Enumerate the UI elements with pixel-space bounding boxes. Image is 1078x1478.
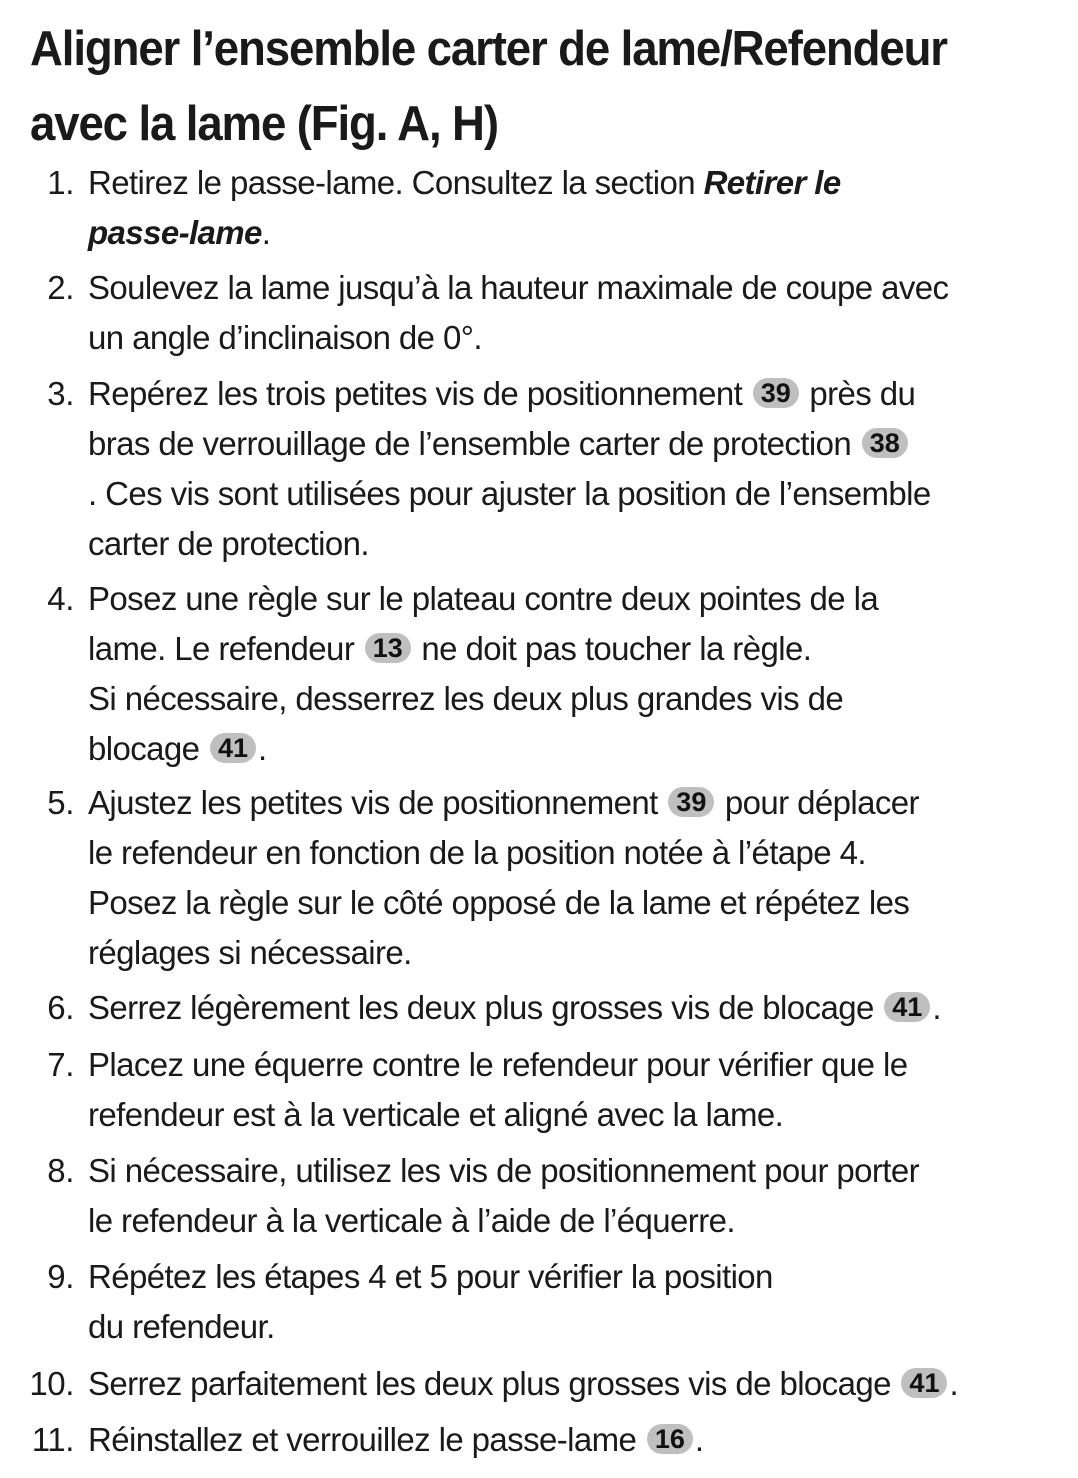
step-text-line	[88, 419, 1078, 469]
part-callout-badge: 16	[647, 1424, 693, 1454]
step-text-line	[88, 1146, 1078, 1196]
step-text-segment: .	[261, 214, 271, 251]
step-number: 2.	[47, 269, 74, 306]
step-text-line	[88, 983, 1078, 1033]
step-text-line	[88, 674, 1078, 724]
step-number: 5.	[47, 784, 74, 821]
step-text-line	[88, 1090, 1078, 1140]
step-text-line	[88, 1040, 1078, 1090]
step-text-line	[88, 1252, 1078, 1302]
step-text-segment: Répétez les étapes 4 et 5 pour vérifier la position	[88, 1258, 773, 1295]
step-text-line	[88, 208, 1078, 258]
step-number: 8.	[47, 1152, 74, 1189]
step-text-segment: Si nécessaire, utilisez les vis de positionnement pour porter	[88, 1152, 920, 1189]
step-text	[88, 369, 1078, 569]
step-text-segment: lame. Le refendeur	[88, 630, 363, 667]
step-text-segment: blocage	[88, 730, 208, 767]
section-reference: Retirer le	[703, 164, 841, 201]
step-text-line	[88, 469, 1078, 519]
step-text-line	[88, 1196, 1078, 1246]
step-text	[88, 1040, 1078, 1140]
step-text	[88, 1146, 1078, 1246]
step-text-line	[88, 1359, 1078, 1409]
step-number: 1.	[47, 164, 74, 201]
step-number: 3.	[47, 375, 74, 412]
step-text	[88, 983, 1078, 1033]
step-text-line	[88, 724, 1078, 774]
step-text-segment: Retirez le passe-lame. Consultez la section	[88, 164, 704, 201]
step-text-segment: refendeur est à la verticale et aligné avec la lame.	[88, 1096, 784, 1133]
part-callout-badge: 13	[365, 633, 411, 663]
step-text-segment: du refendeur.	[88, 1308, 275, 1345]
part-callout-badge: 38	[862, 428, 908, 458]
step-text-segment: ne doit pas toucher la règle.	[412, 630, 812, 667]
part-callout-badge: 41	[210, 733, 256, 763]
step-text-line	[88, 574, 1078, 624]
step-text-line	[88, 1302, 1078, 1352]
step-text-line	[88, 624, 1078, 674]
title-line-1: Aligner l’ensemble carter de lame/Refendeur	[30, 22, 947, 76]
step-text-segment: Réinstallez et verrouillez le passe-lame	[88, 1421, 645, 1458]
step-text	[88, 158, 1078, 258]
step-text-segment: .	[932, 989, 941, 1026]
step-text-segment: pour déplacer	[716, 784, 919, 821]
section-reference: passe-lame	[88, 214, 262, 251]
step-text-segment: carter de protection.	[88, 525, 369, 562]
step-text-segment: Posez la règle sur le côté opposé de la lame et répétez les	[88, 884, 910, 921]
step-text-segment: Ajustez les petites vis de positionnement	[88, 784, 667, 821]
step-text-segment: bras de verrouillage de l’ensemble carter de protection	[88, 425, 860, 462]
step-text-segment: Soulevez la lame jusqu’à la hauteur maximale de coupe avec	[88, 269, 949, 306]
step-text-line	[88, 828, 1078, 878]
page-title	[30, 12, 988, 162]
step-text-segment: Serrez parfaitement les deux plus grosses vis de blocage	[88, 1365, 900, 1402]
step-text-segment: le refendeur à la verticale à l’aide de l’équerre.	[88, 1202, 735, 1239]
step-number: 6.	[47, 989, 74, 1026]
step-number: 7.	[47, 1046, 74, 1083]
part-callout-badge: 39	[753, 378, 799, 408]
step-text-segment: réglages si nécessaire.	[88, 934, 412, 971]
step-text-line	[88, 158, 1078, 208]
step-text-segment: Si nécessaire, desserrez les deux plus grandes vis de	[88, 680, 844, 717]
step-number: 4.	[47, 580, 74, 617]
step-text	[88, 574, 1078, 774]
step-text-segment: Placez une équerre contre le refendeur pour vérifier que le	[88, 1046, 908, 1083]
step-number: 9.	[47, 1258, 74, 1295]
title-line-2: avec la lame (Fig. A, H)	[30, 97, 498, 151]
part-callout-badge: 41	[901, 1368, 947, 1398]
step-text-segment: Repérez les trois petites vis de positionnement	[88, 375, 751, 412]
step-text-line	[88, 778, 1078, 828]
part-callout-badge: 39	[668, 787, 714, 817]
step-number: 10.	[29, 1365, 74, 1402]
step-text	[88, 778, 1078, 978]
step-text-segment: Serrez légèrement les deux plus grosses vis de blocage	[88, 989, 883, 1026]
step-number: 11.	[31, 1421, 74, 1458]
step-text-segment: .	[949, 1365, 959, 1402]
step-text	[88, 1359, 1078, 1409]
step-text-segment: . Ces vis sont utilisées pour ajuster la position de l’ensemble	[88, 475, 931, 512]
part-callout-badge: 41	[884, 992, 930, 1022]
step-text	[88, 1415, 1078, 1465]
step-text-line	[88, 519, 1078, 569]
step-text-segment: un angle d’inclinaison de 0°.	[88, 319, 482, 356]
step-text-line	[88, 313, 1078, 363]
step-text-line	[88, 263, 1078, 313]
step-text	[88, 263, 1078, 363]
step-text-segment: .	[694, 1421, 704, 1458]
step-text-segment: le refendeur en fonction de la position notée à l’étape 4.	[88, 834, 866, 871]
step-text-line	[88, 369, 1078, 419]
step-text-line	[88, 928, 1078, 978]
step-text-segment: près du	[800, 375, 916, 412]
step-text-line	[88, 1415, 1078, 1465]
step-text-line	[88, 878, 1078, 928]
step-text-segment: Posez une règle sur le plateau contre deux pointes de la	[88, 580, 879, 617]
step-text-segment: .	[258, 730, 267, 767]
step-text	[88, 1252, 1078, 1352]
